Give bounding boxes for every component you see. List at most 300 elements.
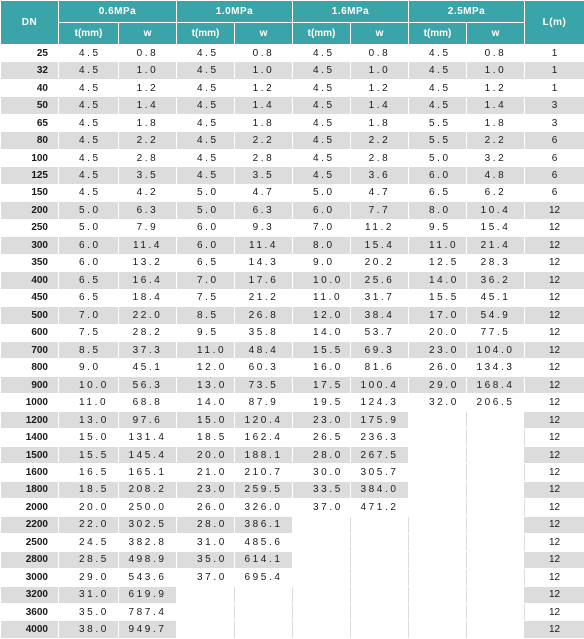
thickness-cell: 4.5 [293,45,351,62]
weight-cell [467,429,525,446]
thickness-cell: 13.0 [177,376,235,393]
thickness-cell: 11.0 [409,237,467,254]
thickness-cell: 32.0 [409,394,467,411]
thickness-cell: 4.5 [293,97,351,114]
weight-cell: 3.2 [467,149,525,166]
weight-cell: 21.4 [467,237,525,254]
thickness-cell [293,586,351,603]
thickness-cell [409,464,467,481]
dn-cell: 32 [1,62,59,79]
dn-cell: 200 [1,202,59,219]
thickness-cell [293,551,351,568]
table-row [1,551,584,568]
thickness-cell: 10.0 [59,376,119,393]
weight-cell: 87.9 [235,394,293,411]
length-cell: 12 [525,341,584,358]
weight-cell [351,534,409,551]
weight-cell: 11.4 [235,237,293,254]
thickness-cell: 24.5 [59,534,119,551]
thickness-cell: 4.5 [177,114,235,131]
table-row [1,237,584,254]
length-cell: 12 [525,307,584,324]
thickness-cell: 7.5 [177,289,235,306]
thickness-cell: 13.0 [59,411,119,428]
weight-cell: 0.8 [119,45,177,62]
weight-cell: 81.6 [351,359,409,376]
thickness-cell: 5.0 [409,149,467,166]
dn-cell: 4000 [1,621,59,638]
table-row [1,534,584,551]
weight-cell: 54.9 [467,307,525,324]
weight-cell: 0.8 [351,45,409,62]
weight-cell: 10.4 [467,202,525,219]
weight-cell: 1.4 [235,97,293,114]
thickness-cell: 28.0 [177,516,235,533]
length-cell: 12 [525,394,584,411]
thickness-cell [409,516,467,533]
thickness-cell: 5.5 [409,114,467,131]
dn-cell: 350 [1,254,59,271]
weight-cell [467,569,525,586]
thickness-cell: 9.0 [59,359,119,376]
dn-cell: 2800 [1,551,59,568]
weight-cell: 0.8 [467,45,525,62]
weight-cell [351,621,409,638]
thickness-cell: 5.0 [177,202,235,219]
thickness-cell [409,551,467,568]
thickness-cell: 4.5 [293,79,351,96]
dn-cell: 1400 [1,429,59,446]
dn-cell: 1500 [1,446,59,463]
thickness-cell: 4.5 [409,62,467,79]
length-cell: 12 [525,516,584,533]
weight-cell: 4.8 [467,167,525,184]
thickness-cell: 5.0 [293,184,351,201]
thickness-cell: 22.0 [59,516,119,533]
thickness-header: t(mm) [293,23,351,45]
dn-header: DN [1,1,59,45]
table-row [1,79,584,96]
thickness-cell: 35.0 [177,551,235,568]
dn-cell: 80 [1,132,59,149]
weight-cell: 28.3 [467,254,525,271]
thickness-cell: 15.5 [293,341,351,358]
table-row [1,272,584,289]
dn-cell: 2000 [1,499,59,516]
thickness-cell [409,481,467,498]
dn-cell: 700 [1,341,59,358]
table-row [1,254,584,271]
thickness-cell: 4.5 [59,167,119,184]
weight-cell: 2.8 [235,149,293,166]
weight-cell: 1.8 [235,114,293,131]
thickness-cell: 23.0 [293,411,351,428]
thickness-cell: 9.0 [293,254,351,271]
thickness-cell: 9.5 [409,219,467,236]
weight-cell: 614.1 [235,551,293,568]
thickness-cell: 19.5 [293,394,351,411]
pressure-header: 1.0MPa [177,1,293,23]
dn-cell: 500 [1,307,59,324]
thickness-cell [293,534,351,551]
thickness-cell: 20.0 [59,499,119,516]
length-cell: 12 [525,429,584,446]
weight-cell: 4.2 [119,184,177,201]
thickness-cell [293,604,351,621]
thickness-cell [409,429,467,446]
weight-cell: 162.4 [235,429,293,446]
weight-cell: 543.6 [119,569,177,586]
weight-cell [467,534,525,551]
weight-cell: 2.2 [467,132,525,149]
weight-cell [235,604,293,621]
weight-cell: 2.2 [235,132,293,149]
dn-cell: 40 [1,79,59,96]
weight-cell: 250.0 [119,499,177,516]
weight-cell [235,586,293,603]
weight-cell: 15.4 [467,219,525,236]
thickness-cell: 4.5 [409,45,467,62]
table-row [1,604,584,621]
length-cell: 12 [525,411,584,428]
length-cell: 1 [525,45,584,62]
weight-cell: 1.8 [467,114,525,131]
weight-cell: 11.2 [351,219,409,236]
dn-cell: 800 [1,359,59,376]
thickness-cell: 4.5 [409,97,467,114]
dn-cell: 3200 [1,586,59,603]
thickness-cell: 6.5 [177,254,235,271]
length-cell: 12 [525,254,584,271]
thickness-cell: 12.0 [177,359,235,376]
thickness-cell: 4.5 [293,149,351,166]
weight-cell [467,586,525,603]
dn-cell: 125 [1,167,59,184]
dn-cell: 100 [1,149,59,166]
dn-cell: 150 [1,184,59,201]
thickness-cell: 17.5 [293,376,351,393]
thickness-cell: 29.0 [59,569,119,586]
thickness-cell: 11.0 [177,341,235,358]
thickness-cell: 26.0 [409,359,467,376]
thickness-cell: 4.5 [293,62,351,79]
weight-header: w [351,23,409,45]
weight-cell: 1.4 [467,97,525,114]
thickness-cell [177,586,235,603]
thickness-cell: 12.5 [409,254,467,271]
dn-cell: 450 [1,289,59,306]
length-cell: 6 [525,167,584,184]
weight-cell [467,446,525,463]
weight-cell: 28.2 [119,324,177,341]
length-cell: 12 [525,446,584,463]
thickness-cell: 26.0 [177,499,235,516]
thickness-cell: 23.0 [177,481,235,498]
weight-cell: 53.7 [351,324,409,341]
weight-cell: 3.5 [235,167,293,184]
thickness-cell: 29.0 [409,376,467,393]
length-cell: 12 [525,359,584,376]
weight-cell: 384.0 [351,481,409,498]
length-cell: 6 [525,149,584,166]
length-cell: 12 [525,499,584,516]
pressure-header: 1.6MPa [293,1,409,23]
thickness-cell [177,604,235,621]
thickness-cell: 15.5 [409,289,467,306]
weight-cell: 100.4 [351,376,409,393]
length-cell: 12 [525,237,584,254]
weight-cell: 1.2 [351,79,409,96]
length-cell: 12 [525,202,584,219]
dn-cell: 25 [1,45,59,62]
thickness-cell: 33.5 [293,481,351,498]
thickness-cell: 14.0 [409,272,467,289]
table-row [1,184,584,201]
pressure-header: 2.5MPa [409,1,525,23]
weight-header: w [467,23,525,45]
length-cell: 3 [525,97,584,114]
thickness-cell: 6.0 [293,202,351,219]
pressure-header: 0.6MPa [59,1,177,23]
thickness-cell: 7.5 [59,324,119,341]
thickness-cell: 6.0 [177,237,235,254]
weight-cell: 6.3 [235,202,293,219]
table-row [1,219,584,236]
weight-cell: 22.0 [119,307,177,324]
thickness-cell [409,446,467,463]
thickness-cell: 15.0 [177,411,235,428]
weight-cell: 302.5 [119,516,177,533]
table-row [1,97,584,114]
weight-header: w [235,23,293,45]
table-row [1,429,584,446]
thickness-cell: 4.5 [59,62,119,79]
thickness-cell: 38.0 [59,621,119,638]
dn-cell: 3000 [1,569,59,586]
length-cell: 12 [525,481,584,498]
table-row [1,62,584,79]
weight-cell: 36.2 [467,272,525,289]
thickness-cell: 16.5 [59,464,119,481]
dn-cell: 1800 [1,481,59,498]
table-row [1,132,584,149]
thickness-cell [293,621,351,638]
thickness-header: t(mm) [59,23,119,45]
table-row [1,45,584,62]
table-row [1,516,584,533]
thickness-cell: 18.5 [177,429,235,446]
thickness-cell: 5.0 [59,219,119,236]
weight-cell [467,621,525,638]
thickness-cell: 17.0 [409,307,467,324]
dn-cell: 1000 [1,394,59,411]
weight-cell [467,551,525,568]
thickness-cell: 4.5 [177,167,235,184]
table-row [1,481,584,498]
weight-cell: 949.7 [119,621,177,638]
thickness-cell [409,569,467,586]
weight-cell [467,464,525,481]
weight-cell: 7.7 [351,202,409,219]
weight-cell: 48.4 [235,341,293,358]
thickness-cell: 26.5 [293,429,351,446]
table-row [1,464,584,481]
length-cell: 12 [525,324,584,341]
weight-cell: 188.1 [235,446,293,463]
thickness-cell: 31.0 [59,586,119,603]
thickness-cell: 8.5 [59,341,119,358]
thickness-header: t(mm) [409,23,467,45]
weight-cell: 97.6 [119,411,177,428]
thickness-cell: 6.0 [59,237,119,254]
weight-cell: 7.9 [119,219,177,236]
thickness-cell [409,621,467,638]
dn-cell: 2200 [1,516,59,533]
weight-cell: 9.3 [235,219,293,236]
thickness-cell [409,499,467,516]
weight-cell: 1.2 [235,79,293,96]
thickness-cell: 4.5 [59,184,119,201]
thickness-cell: 4.5 [59,79,119,96]
length-cell: 12 [525,621,584,638]
weight-cell: 60.3 [235,359,293,376]
weight-cell: 18.4 [119,289,177,306]
weight-cell [351,551,409,568]
weight-cell: 175.9 [351,411,409,428]
weight-cell: 1.8 [119,114,177,131]
table-row [1,621,584,638]
weight-cell: 210.7 [235,464,293,481]
length-cell: 12 [525,376,584,393]
table-header [1,1,584,45]
thickness-cell: 37.0 [293,499,351,516]
thickness-cell: 4.5 [293,167,351,184]
length-cell: 12 [525,586,584,603]
weight-cell: 15.4 [351,237,409,254]
weight-cell: 1.4 [351,97,409,114]
thickness-cell: 4.5 [177,45,235,62]
weight-cell: 38.4 [351,307,409,324]
thickness-cell: 4.5 [177,132,235,149]
weight-cell: 1.0 [235,62,293,79]
length-header: L(m) [525,1,584,45]
thickness-cell: 15.5 [59,446,119,463]
thickness-cell: 4.5 [177,97,235,114]
weight-cell: 1.2 [467,79,525,96]
length-cell: 12 [525,289,584,306]
thickness-cell: 11.0 [59,394,119,411]
length-cell: 3 [525,114,584,131]
length-cell: 6 [525,184,584,201]
thickness-cell: 16.0 [293,359,351,376]
thickness-cell: 28.0 [293,446,351,463]
weight-cell: 2.8 [119,149,177,166]
length-cell: 12 [525,551,584,568]
table-row [1,446,584,463]
thickness-cell [293,569,351,586]
weight-cell: 145.4 [119,446,177,463]
table-row [1,289,584,306]
thickness-cell: 11.0 [293,289,351,306]
table-row [1,202,584,219]
weight-cell [467,411,525,428]
weight-cell: 1.0 [119,62,177,79]
thickness-cell: 37.0 [177,569,235,586]
thickness-cell: 5.5 [409,132,467,149]
thickness-cell: 21.0 [177,464,235,481]
dn-cell: 50 [1,97,59,114]
thickness-cell: 6.0 [59,254,119,271]
table-row [1,376,584,393]
weight-cell: 16.4 [119,272,177,289]
weight-cell: 104.0 [467,341,525,358]
thickness-cell: 4.5 [293,132,351,149]
weight-cell: 236.3 [351,429,409,446]
table-row [1,569,584,586]
weight-cell: 124.3 [351,394,409,411]
weight-cell [467,516,525,533]
thickness-cell: 18.5 [59,481,119,498]
table-row [1,341,584,358]
thickness-cell: 6.5 [409,184,467,201]
thickness-cell: 4.5 [59,132,119,149]
weight-cell: 1.8 [351,114,409,131]
thickness-cell: 6.5 [59,289,119,306]
thickness-cell: 14.0 [177,394,235,411]
weight-cell [467,481,525,498]
thickness-cell: 6.0 [409,167,467,184]
thickness-cell: 30.0 [293,464,351,481]
table-row [1,149,584,166]
weight-cell: 69.3 [351,341,409,358]
thickness-cell: 12.0 [293,307,351,324]
thickness-cell: 28.5 [59,551,119,568]
weight-cell: 73.5 [235,376,293,393]
thickness-cell: 14.0 [293,324,351,341]
weight-cell: 56.3 [119,376,177,393]
thickness-cell [293,516,351,533]
thickness-cell: 8.0 [293,237,351,254]
weight-cell [351,569,409,586]
length-cell: 12 [525,219,584,236]
weight-cell: 485.6 [235,534,293,551]
thickness-cell [409,586,467,603]
table-row [1,307,584,324]
weight-cell: 1.0 [467,62,525,79]
thickness-header: t(mm) [177,23,235,45]
thickness-cell: 7.0 [177,272,235,289]
length-cell: 12 [525,464,584,481]
length-cell: 6 [525,132,584,149]
thickness-cell: 10.0 [293,272,351,289]
weight-cell [351,516,409,533]
table-row [1,324,584,341]
weight-cell: 68.8 [119,394,177,411]
table-row [1,586,584,603]
weight-cell: 1.0 [351,62,409,79]
weight-cell: 14.3 [235,254,293,271]
weight-cell: 208.2 [119,481,177,498]
length-cell: 1 [525,62,584,79]
weight-cell: 267.5 [351,446,409,463]
weight-cell: 0.8 [235,45,293,62]
weight-cell: 45.1 [119,359,177,376]
dn-cell: 900 [1,376,59,393]
weight-cell: 6.2 [467,184,525,201]
table-row [1,411,584,428]
thickness-cell: 8.0 [409,202,467,219]
weight-cell: 386.1 [235,516,293,533]
